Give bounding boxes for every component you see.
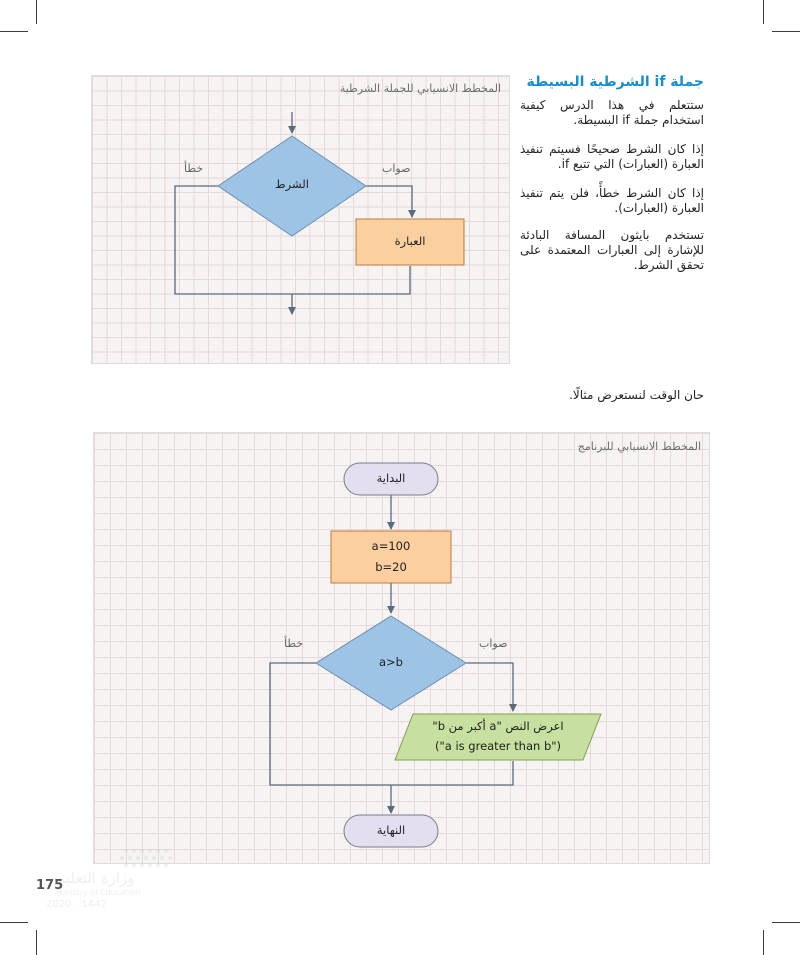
page-number: 175	[36, 878, 64, 893]
condition-label: الشرط	[275, 177, 309, 191]
svg-text:2020 - 1442: 2020 - 1442	[46, 899, 107, 910]
diagram-caption: المخطط الانسيابي للجملة الشرطية	[339, 82, 501, 95]
crop-mark	[763, 0, 764, 24]
crop-mark	[36, 930, 37, 955]
true-label: صواب	[479, 637, 508, 650]
crop-mark	[772, 922, 800, 923]
crop-mark	[763, 930, 764, 955]
paragraph: إذا كان الشرط صحيحًا فسيتم تنفيذ العبارة (العبارات) التي تتبع if.	[520, 142, 704, 171]
paragraph: إذا كان الشرط خطأً، فلن يتم تنفيذ العبارة (العبارات).	[520, 186, 704, 215]
assign-line-2: b=20	[375, 560, 407, 574]
output-line-2: ("a is greater than b")	[434, 739, 562, 753]
svg-text:وزارة التعليم: وزارة التعليم	[56, 869, 135, 887]
paragraph: تستخدم بايثون المسافة البادئة للإشارة إلى العبارات المعتمدة على تحقق الشرط.	[520, 228, 704, 272]
assign-line-1: a=100	[371, 539, 411, 553]
crop-mark	[772, 31, 800, 32]
crop-mark	[0, 922, 28, 923]
crop-mark	[0, 31, 28, 32]
flowchart-program-lines	[94, 433, 709, 863]
flowchart-conditional-lines	[92, 76, 509, 363]
paragraph: ستتعلم في هذا الدرس كيفية استخدام جملة if البسيطة.	[520, 98, 704, 127]
condition-label: a>b	[379, 655, 403, 669]
false-label: خطأ	[184, 162, 204, 175]
section-title: جملة if الشرطية البسيطة	[526, 74, 704, 90]
flowchart-program	[93, 432, 710, 864]
crop-mark	[36, 0, 37, 24]
output-line-1: اعرض النص "a أكبر من b"	[432, 719, 564, 733]
transition-text: حان الوقت لنستعرض مثالًا.	[569, 388, 704, 402]
flowchart-conditional	[91, 75, 510, 364]
ministry-logo-watermark	[44, 845, 194, 910]
diagram-caption: المخطط الانسيابي للبرنامج	[577, 440, 701, 453]
false-label: خطأ	[284, 637, 304, 650]
true-label: صواب	[382, 162, 411, 175]
start-label: البداية	[376, 471, 406, 485]
svg-text:Ministry of Education: Ministry of Education	[56, 888, 141, 897]
statement-label: العبارة	[394, 234, 426, 248]
end-label: النهاية	[376, 823, 406, 837]
